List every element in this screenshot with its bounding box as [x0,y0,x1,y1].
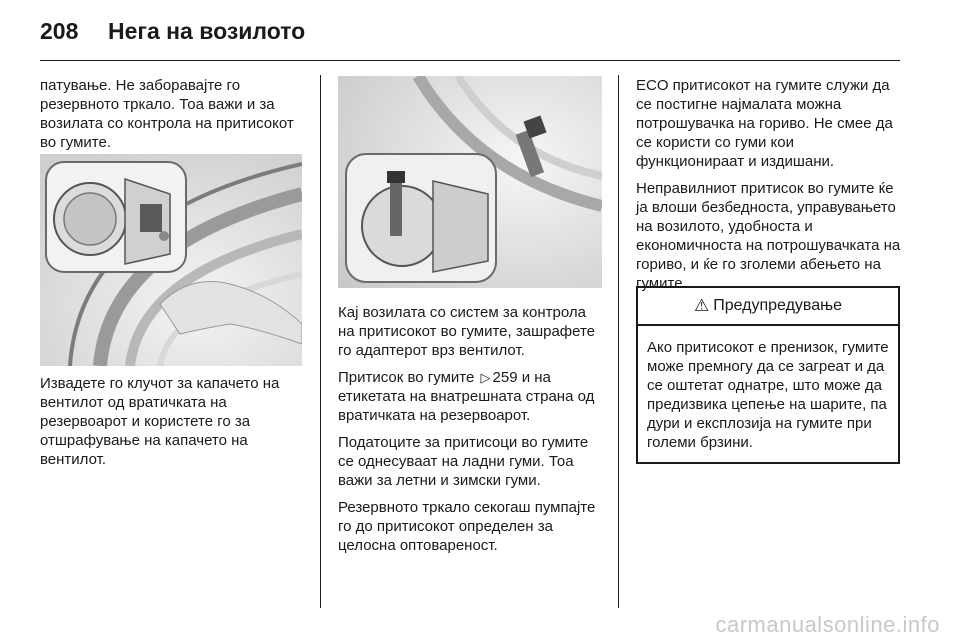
column-3 [636,76,904,301]
chapter-title: Нега на возилото [108,18,306,44]
column3-para1: ECO притисокот на гумите служи да се постигне најмалата можна потрошувачка на гориво. Не смее да се користи со гуми кои функционираат и издишани. [636,77,893,170]
warning-text: Ако притисокот е пренизок, гумите може премногу да се загреат и да се оштетат однатре, што може да предизвика цепење на шарите, па дури и експлозија на гумите при големи брзини. [647,339,889,451]
column2-para1: Кај возилата со систем за контрола на притисокот во гумите, зашрафете го адаптерот врз вентилот. [338,304,596,359]
page-header [40,18,305,50]
warning-triangle-icon: ⚠ [693,296,710,315]
page-number: 208 [40,18,79,44]
header-rule [40,60,900,61]
valve-cap-illustration [40,154,302,366]
valve-adapter-illustration [338,76,602,288]
warning-header [638,288,898,326]
column2-para2 [338,368,603,425]
column-2 [338,303,603,563]
column2-para2-start: Притисок во гумите [338,369,475,386]
illustration-valve-adapter [338,76,602,288]
page-reference-link[interactable]: 259 [492,369,518,386]
column1-para1: патување. Не заборавајте го резервното тркало. Тоа важи и за возилата со контрола на притисокот во гумите. [40,77,294,151]
column-divider-2 [618,75,619,608]
watermark: carmanualsonline.info [715,612,940,637]
column2-para3: Податоците за притисоци во гумите се однесуваат на ладни гуми. Тоа важи за летни и зимски гуми. [338,434,589,489]
warning-box [636,286,900,464]
cross-reference-arrow-icon: ▷ [480,370,491,385]
column2-para4: Резервното тркало секогаш пумпајте го до притисокот определен за целосна оптовареност. [338,499,596,554]
illustration-valve-cap-removal [40,154,302,366]
warning-title: Предупредување [713,297,843,314]
column1-para2: Извадете го клучот за капачето на вентилот од вратичката на резервоарот и користете го за отшрафување на капачето на вентилот. [40,375,280,468]
column3-para2: Неправилниот притисок во гумите ќе ја влоши безбедноста, управувањето на возилото, удобноста и економичноста на потрошувачката на гориво, и ќе го зголеми абењето на гумите. [636,180,901,292]
column2-para2-end: и на етикетата на внатрешната страна од вратичката на резервоарот. [338,369,595,424]
column-divider-1 [320,75,321,608]
